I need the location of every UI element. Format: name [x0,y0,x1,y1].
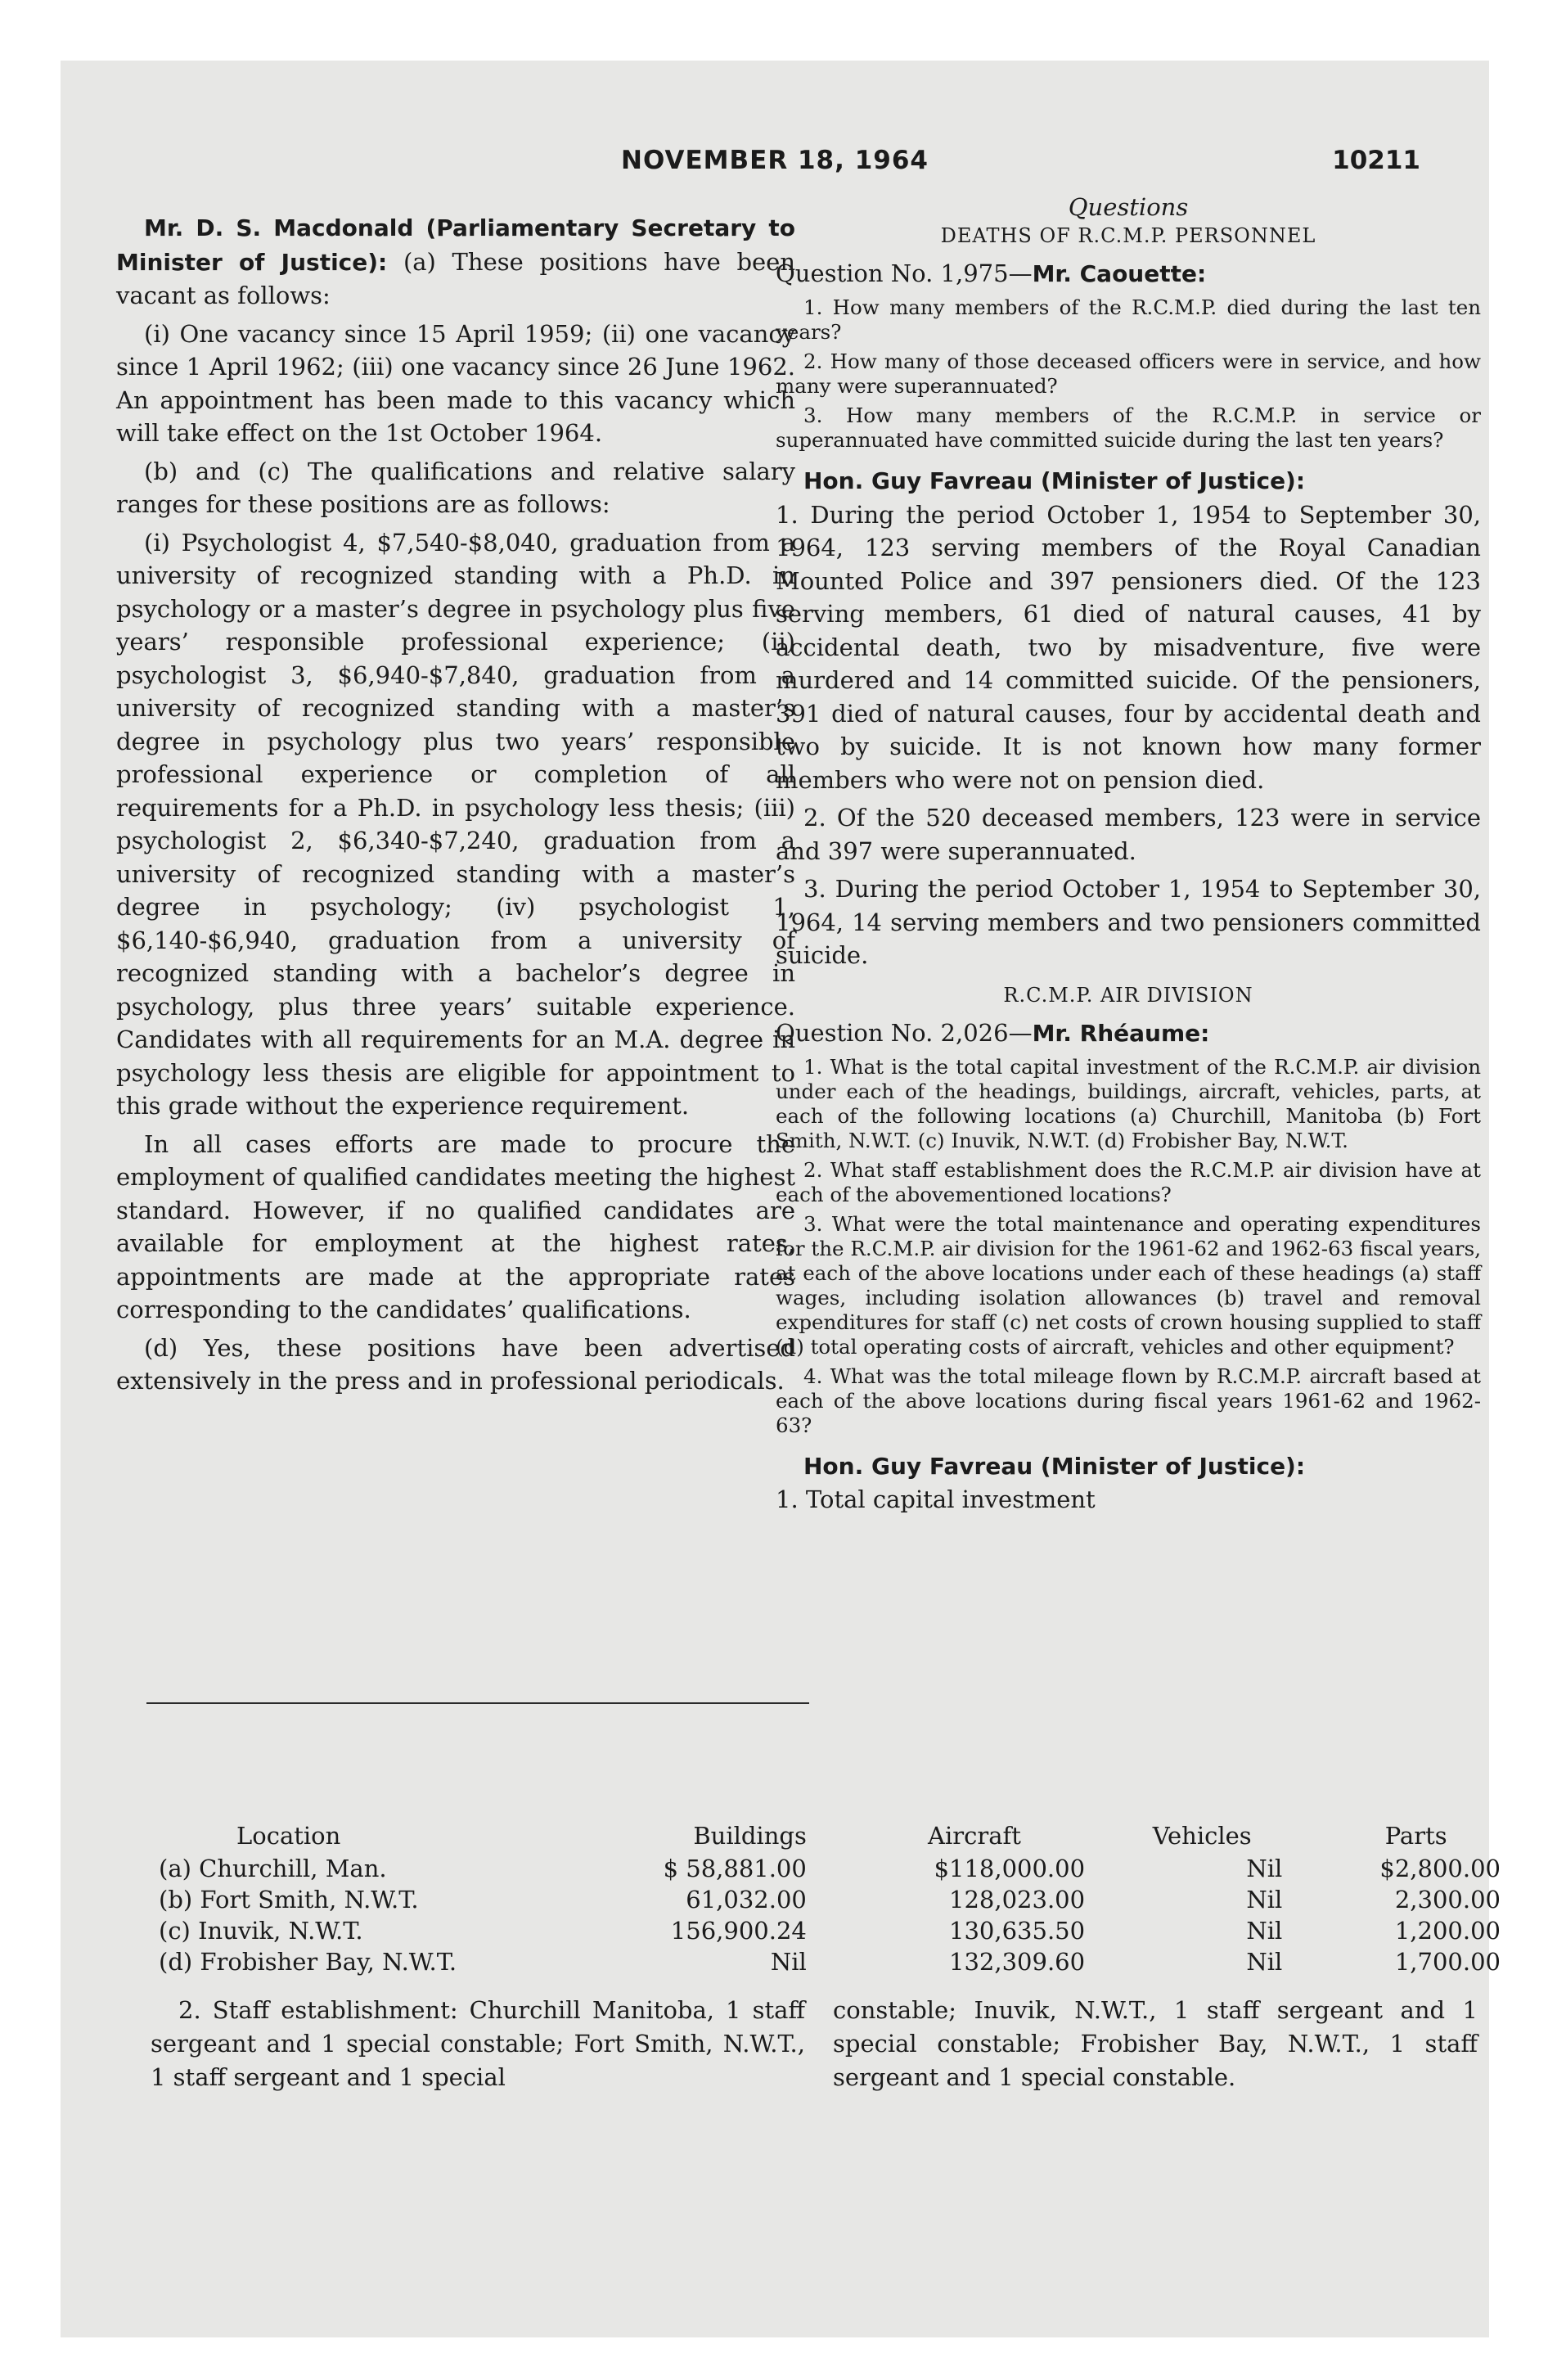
table-row [159,1884,1501,1915]
answer-paragraph: 1. Total capital investment [776,1485,1096,1513]
question-number: Question No. 1,975— [776,259,1033,287]
question-number: Question No. 2,026— [776,1018,1033,1047]
speaker-name: Hon. Guy Favreau (Minister of Justice): [803,467,1306,494]
header-date: NOVEMBER 18, 1964 [621,146,929,175]
answer-paragraph: 1. During the period October 1, 1954 to September 30, 1964, 123 serving members of the Royal Canadian Mounted Police and 397 pensioners died. Of the 123 serving members, 61 died of natural causes, 41 by accidental death, two by misadventure, five were murdered and 14 committed suicide. Of the pensioners, 391 died of natural causes, four by accidental death and two by suicide. It is not known how many former members who were not on pension died. [776,500,1481,794]
answer-paragraph-5: In all cases efforts are made to procure the employment of qualified candidates meeting the highest standard. However, if no qualified candidates are available for employment at the highest rates, appointments are made at the appropriate rates corresponding to the candidates’ qualifications. [116,1129,795,1323]
question-line-1975 [776,257,1481,291]
question-item: 1. What is the total capital investment of the R.C.M.P. air division under each of the headings, buildings, aircraft, vehicles, parts, at each of the following locations (a) Churchill, Manitoba (b) Fort Smith, N.W.T. (c) Inuvik, N.W.T. (d) Frobisher Bay, N.W.T. [776,1054,1481,1152]
answer-paragraph: 2. Of the 520 deceased members, 123 were in service and 397 were superannuated. [776,804,1481,865]
question-item: 3. What were the total maintenance and operating expenditures for the R.C.M.P. air division for the 1961-62 and 1962-63 fiscal years, at each of the above locations under each of these headings (a) staff wages, including isolation allowances (b) travel and removal expenditures for staff (c) net costs of crown housing supplied to staff (d) total operating costs of aircraft, vehicles and other equipment? [776,1211,1481,1359]
question-item: 1. How many members of the R.C.M.P. died during the last ten years? [776,295,1481,344]
table-cell: 1,700.00 [1394,1948,1501,1976]
table-cell: Nil [1246,1917,1283,1945]
question-item: 2. How many of those deceased officers were in service, and how many were superannuated? [776,349,1481,398]
table-cell: 128,023.00 [949,1886,1086,1913]
table-cell: $118,000.00 [934,1855,1086,1882]
staff-establishment-left: 2. Staff establishment: Churchill Manitoba, 1 staff sergeant and 1 special constable; Fort Smith, N.W.T., 1 staff sergeant and 1 special [151,1996,805,2091]
page-number: 10211 [1332,146,1420,175]
answer-speaker-line [776,464,1481,498]
table-cell: 130,635.50 [949,1917,1086,1945]
table-header-row [159,1820,1501,1853]
table-cell: $ 58,881.00 [663,1855,807,1882]
speaker-name: Hon. Guy Favreau (Minister of Justice): [803,1452,1306,1480]
section-divider [146,1702,809,1704]
questioner-name: Mr. Rhéaume: [1032,1019,1210,1047]
page-sheet [61,61,1501,2337]
questioner-name: Mr. Caouette: [1032,260,1207,287]
question-heading-air-division: R.C.M.P. AIR DIVISION [1003,983,1253,1007]
column-header: Location [236,1822,341,1850]
question-heading-deaths: DEATHS OF R.C.M.P. PERSONNEL [940,224,1316,247]
answer-speaker-line [776,1449,1481,1484]
table-cell: 2,300.00 [1394,1886,1501,1913]
table-cell: (c) Inuvik, N.W.T. [159,1917,363,1945]
column-header: Parts [1384,1822,1447,1850]
page-header [61,146,1489,195]
column-header: Aircraft [928,1822,1021,1850]
table-row [159,1946,1501,1977]
table-cell: 1,200.00 [1394,1917,1501,1945]
table-cell: (a) Churchill, Man. [159,1855,387,1882]
answer-paragraph-3: (b) and (c) The qualifications and relative salary ranges for these positions are as follows: [116,457,795,518]
answer-paragraph-4: (i) Psychologist 4, $7,540-$8,040, graduation from a university of recognized standing with a Ph.D. in psychology or a master’s degree in psychology plus five years’ responsible professional experience; (ii) psychologist 3, $6,940-$7,840, graduation from a university of recognized standing with a master’s degree in psychology plus two years’ responsible professional experience or completion of all requirements for a Ph.D. in psychology less thesis; (iii) psychologist 2, $6,340-$7,240, graduation from a university of recognized standing with a master’s degree in psychology; (iv) psychologist 1, $6,140-$6,940, graduation from a university of recognized standing with a bachelor’s degree in psychology, plus three years’ suitable experience. Candidates with all requirements for an M.A. degree in psychology less thesis are eligible for appointment to this grade without the experience requirement. [116,528,795,1120]
left-column [116,211,795,1403]
table-cell: (b) Fort Smith, N.W.T. [159,1886,419,1913]
table-cell: Nil [1246,1855,1283,1882]
table-cell: (d) Frobisher Bay, N.W.T. [159,1948,457,1976]
table-row [159,1915,1501,1946]
column-header: Buildings [693,1822,807,1850]
table-cell: $2,800.00 [1379,1855,1501,1882]
right-column [776,192,1481,1521]
answer-text: (a) These positions have been vacant as follows: [116,247,796,309]
question-line-2026 [776,1016,1481,1050]
answer-paragraph: 3. During the period October 1, 1954 to September 30, 1964, 14 serving members and two pensioners committed suicide. [776,875,1481,969]
capital-investment-table [159,1820,1501,1977]
table-cell: Nil [1246,1948,1283,1976]
table-cell: 132,309.60 [949,1948,1086,1976]
question-item: 4. What was the total mileage flown by R.C.M.P. aircraft based at each of the above locations during fiscal years 1961-62 and 1962-63? [776,1364,1481,1437]
table-cell: Nil [1246,1886,1283,1913]
question-item: 3. How many members of the R.C.M.P. in service or superannuated have committed suicide during the last ten years? [776,403,1481,452]
speaker-name: Mr. D. S. Macdonald (Parliamentary Secretary to Minister of Justice): [116,214,795,276]
table-cell: 156,900.24 [670,1917,807,1945]
answer-paragraph-1 [116,211,795,313]
staff-establishment-right: constable; Inuvik, N.W.T., 1 staff sergeant and 1 special constable; Frobisher Bay, N.W.T., 1 staff sergeant and 1 special constable. [833,1996,1478,2091]
table-row [159,1853,1501,1884]
table-cell: Nil [770,1948,807,1976]
section-title: Questions [1068,193,1189,221]
answer-paragraph-2: (i) One vacancy since 15 April 1959; (ii) one vacancy since 1 April 1962; (iii) one vacancy since 26 June 1962. An appointment has been made to this vacancy which will take effect on the 1st October 1964. [116,319,795,447]
table-cell: 61,032.00 [686,1886,807,1913]
question-item: 2. What staff establishment does the R.C.M.P. air division have at each of the abovementioned locations? [776,1157,1481,1206]
answer-paragraph-6: (d) Yes, these positions have been advertised extensively in the press and in professional periodicals. [116,1333,795,1395]
column-header: Vehicles [1152,1822,1252,1850]
